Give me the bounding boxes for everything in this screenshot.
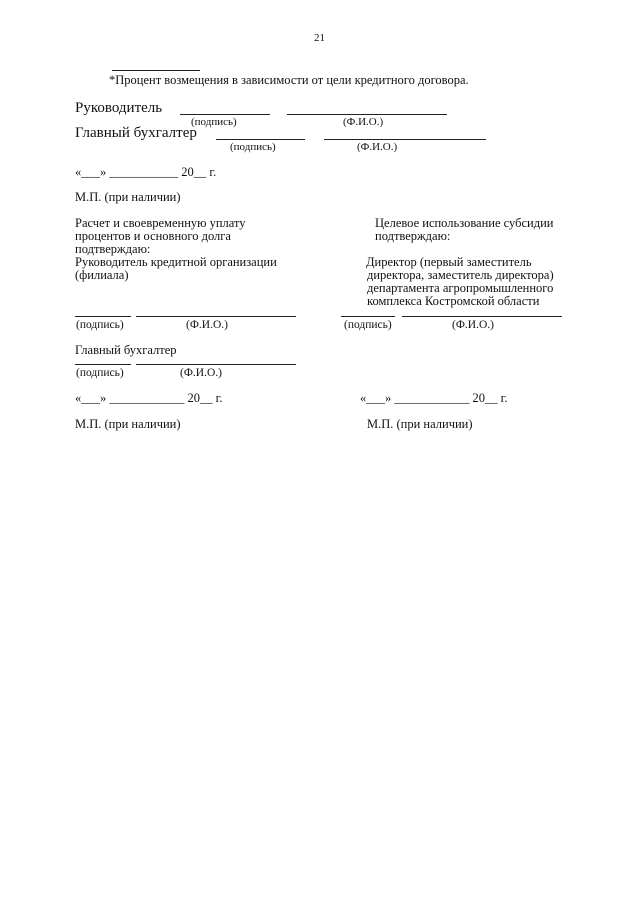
page-number: 21 (314, 32, 325, 44)
director-fio-caption: (Ф.И.О.) (343, 116, 384, 128)
left-date-line: «___» ____________ 20__ г. (75, 391, 223, 405)
top-date-line: «___» ___________ 20__ г. (75, 165, 217, 179)
left-position-line-2: (филиала) (75, 268, 129, 282)
right-date-line: «___» ____________ 20__ г. (360, 391, 508, 405)
right-position-line-3: департамента агропромышленного (367, 281, 554, 295)
right-position-line-4: комплекса Костромской области (367, 294, 540, 308)
right-fio-caption: (Ф.И.О.) (452, 319, 494, 331)
left-chief-accountant-label: Главный бухгалтер (75, 343, 177, 357)
left-position-line-1: Руководитель кредитной организации (75, 255, 277, 269)
left-stamp-label: М.П. (при наличии) (75, 417, 181, 431)
left-confirm-line-2: процентов и основного долга (75, 229, 231, 243)
top-stamp-label: М.П. (при наличии) (75, 190, 181, 204)
left-confirm-line-3: подтверждаю: (75, 242, 151, 256)
left-fio-caption: (Ф.И.О.) (186, 319, 228, 331)
right-confirm-line-2: подтверждаю: (375, 229, 451, 243)
right-signature-line (341, 316, 395, 317)
left-signature-caption: (подпись) (76, 319, 124, 331)
left-fio-line (136, 316, 296, 317)
footnote-marker: * (109, 73, 116, 87)
right-position-line-1: Директор (первый заместитель (366, 255, 532, 269)
footnote-text: *Процент возмещения в зависимости от цели кредитного договора. (109, 73, 469, 87)
right-signature-caption: (подпись) (344, 319, 392, 331)
left-chief-signature-line (75, 364, 131, 365)
chief-accountant-label: Главный бухгалтер (75, 125, 197, 141)
left-signature-line (75, 316, 131, 317)
right-position-line-2: директора, заместитель директора) (367, 268, 554, 282)
right-confirm-line-1: Целевое использование субсидии (375, 216, 554, 230)
footnote-separator (112, 70, 200, 71)
director-label: Руководитель (75, 100, 163, 116)
chief-accountant-fio-line (324, 139, 486, 140)
chief-accountant-fio-caption: (Ф.И.О.) (357, 141, 398, 153)
right-stamp-label: М.П. (при наличии) (367, 417, 473, 431)
left-chief-fio-caption: (Ф.И.О.) (180, 367, 222, 379)
left-confirm-line-1: Расчет и своевременную уплату (75, 216, 246, 230)
right-fio-line (402, 316, 562, 317)
left-chief-signature-caption: (подпись) (76, 367, 124, 379)
director-signature-caption: (подпись) (191, 116, 237, 128)
left-chief-fio-line (136, 364, 296, 365)
chief-accountant-signature-caption: (подпись) (230, 141, 276, 153)
